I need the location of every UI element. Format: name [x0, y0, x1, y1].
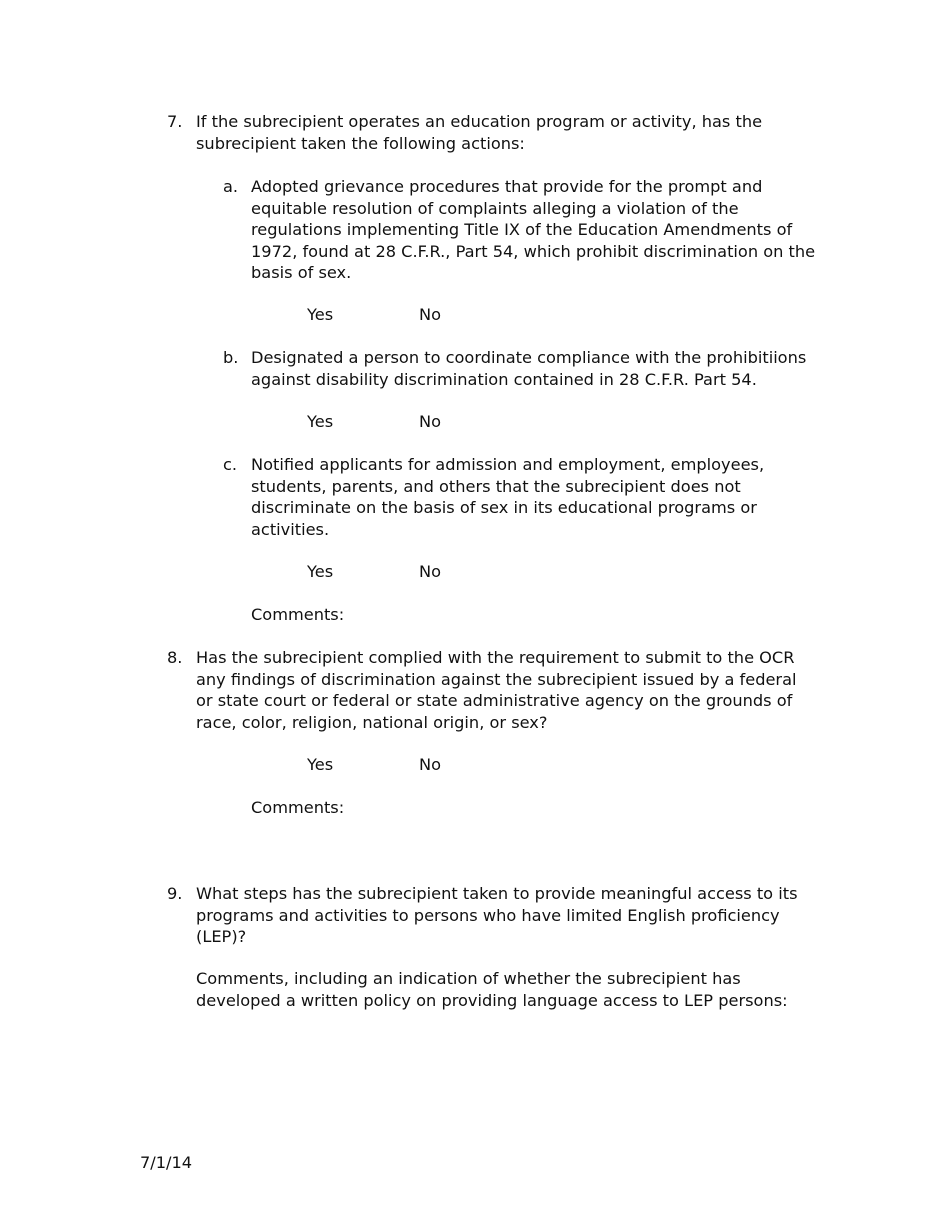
question-number: 8. — [167, 648, 183, 667]
question-7c — [223, 454, 823, 540]
no-option-7b: No — [419, 412, 442, 431]
item-letter: b. — [223, 348, 239, 367]
question-7a — [223, 176, 823, 284]
question-text: Has the subrecipient complied with the requirement to submit to the OCR any findings of discrimination against the subrecipient issued by a federal or state court or federal or state administrative agency on the grounds of race, color, religion, national origin, or sex? — [196, 648, 797, 732]
yes-option-8: Yes — [307, 755, 334, 774]
question-8 — [167, 647, 817, 733]
no-option-7a: No — [419, 305, 442, 324]
question-number: 7. — [167, 112, 183, 131]
question-9 — [167, 883, 817, 948]
item-text: Adopted grievance procedures that provide for the prompt and equitable resolution of complaints alleging a violation of the regulations implementing Title IX of the Education Amendments of 1972, found at 28 C.F.R., Part 54, which prohibit discrimination on the basis of sex. — [251, 177, 816, 282]
no-option-7c: No — [419, 562, 442, 581]
comments-label-7: Comments: — [251, 605, 345, 624]
question-7b — [223, 347, 823, 390]
comments-label-9: Comments, including an indication of whether the subrecipient has developed a written policy on providing language access to LEP persons: — [196, 969, 788, 1010]
item-letter: a. — [223, 177, 239, 196]
question-7 — [167, 111, 817, 154]
item-text: Notified applicants for admission and employment, employees, students, parents, and others that the subrecipient does not discriminate on the basis of sex in its educational programs or activities. — [251, 455, 765, 539]
comments-label-8: Comments: — [251, 798, 345, 817]
footer-date: 7/1/14 — [140, 1153, 193, 1172]
question-number: 9. — [167, 884, 183, 903]
question-text: What steps has the subrecipient taken to provide meaningful access to its programs and activities to persons who have limited English proficiency (LEP)? — [196, 884, 798, 946]
question-text: If the subrecipient operates an education program or activity, has the subrecipient taken the following actions: — [196, 112, 763, 153]
yes-option-7a: Yes — [307, 305, 334, 324]
item-letter: c. — [223, 455, 238, 474]
yes-option-7b: Yes — [307, 412, 334, 431]
no-option-8: No — [419, 755, 442, 774]
item-text: Designated a person to coordinate compliance with the prohibitiions against disability discrimination contained in 28 C.F.R. Part 54. — [251, 348, 807, 389]
yes-option-7c: Yes — [307, 562, 334, 581]
